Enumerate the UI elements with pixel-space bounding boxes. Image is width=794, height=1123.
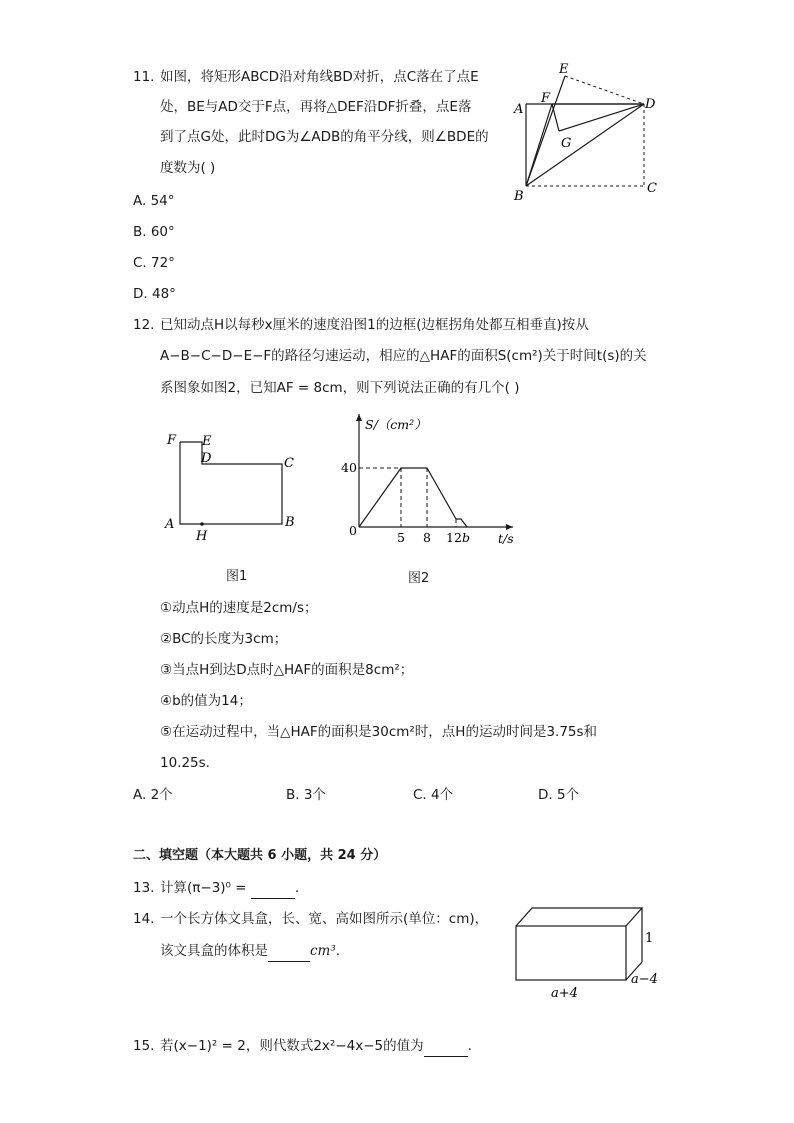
q13-answer-blank[interactable] — [251, 878, 295, 899]
q12-fig1-path-frame — [160, 425, 310, 550]
q15-answer-blank[interactable] — [424, 1036, 468, 1057]
q12-number: 12. — [133, 317, 155, 333]
q13-question — [160, 878, 299, 899]
q12-fig2-x-tick-12: 12 — [446, 530, 462, 545]
q11-label-d: D — [645, 97, 656, 112]
q11-text-line-3: 到了点G处，此时DG为∠ADB的角平分线，则∠BDE的 — [160, 129, 489, 145]
q15-number: 15. — [133, 1038, 155, 1054]
q12-statement-2: ②BC的长度为3cm； — [160, 631, 288, 647]
q12-statement-5: ⑤在运动过程中，当△HAF的面积是30cm²时，点H的运动时间是3.75s和 — [160, 724, 598, 740]
q14-end: . — [335, 943, 341, 959]
q12-fig1-label-e: E — [202, 434, 212, 449]
q11-label-e: E — [559, 62, 569, 77]
q12-statement-3: ③当点H到达D点时△HAF的面积是8cm²； — [160, 662, 414, 678]
q12-option-a[interactable]: A. 2个 — [133, 787, 173, 803]
q14-answer-blank[interactable] — [268, 941, 310, 962]
q14-number: 14. — [133, 911, 155, 927]
q11-text-line-2: 处，BE与AD交于F点，再将△DEF沿DF折叠，点E落 — [160, 99, 472, 115]
q12-statement-4: ④b的值为14； — [160, 693, 252, 709]
q12-statement-5-continued: 10.25s. — [160, 755, 210, 771]
q15-text: 若(x−1)² = 2，则代数式2x²−4x−5的值为 — [160, 1038, 424, 1054]
q13-end: . — [294, 880, 300, 896]
q14-dim-length: a+4 — [551, 986, 578, 1001]
q11-option-d[interactable]: D. 48° — [133, 286, 176, 302]
q14-text-line-1: 一个长方体文具盒，长、宽、高如图所示(单位：cm)， — [160, 911, 489, 927]
q14-text-pre: 该文具盒的体积是 — [160, 943, 268, 959]
q12-fig2-area-time-graph — [335, 408, 525, 553]
q12-statement-1: ①动点H的速度是2cm/s； — [160, 600, 318, 616]
q12-fig2-x-tick-5: 5 — [397, 530, 405, 545]
q14-text-line-2 — [160, 941, 340, 962]
q12-fig2-origin: 0 — [349, 523, 357, 538]
q12-fig2-x-axis-label: t/s — [498, 531, 514, 546]
q15-question — [160, 1036, 472, 1057]
q12-option-c[interactable]: C. 4个 — [413, 787, 454, 803]
q12-fig1-label-f: F — [167, 433, 177, 448]
q12-option-d[interactable]: D. 5个 — [538, 787, 580, 803]
q12-fig1-label-d: D — [201, 451, 212, 466]
q11-option-c[interactable]: C. 72° — [133, 255, 175, 271]
q12-text-line-2: A−B−C−D−E−F的路径匀速运动，相应的△HAF的面积S(cm²)关于时间t(s)的关 — [160, 348, 647, 364]
q12-option-b[interactable]: B. 3个 — [286, 787, 326, 803]
q11-label-a: A — [514, 102, 524, 117]
q11-label-b: B — [514, 189, 524, 204]
section-2-heading: 二、填空题（本大题共 6 小题，共 24 分） — [133, 848, 387, 863]
q12-fig1-label-c: C — [284, 456, 294, 471]
q11-text-line-1: 如图，将矩形ABCD沿对角线BD对折，点C落在了点E — [160, 69, 479, 85]
q14-unit: cm³ — [310, 943, 336, 959]
q14-box-figure — [505, 898, 675, 1002]
q11-option-b[interactable]: B. 60° — [133, 224, 175, 240]
q14-dim-width: a−4 — [631, 972, 658, 987]
q11-option-a[interactable]: A. 54° — [133, 193, 175, 209]
q11-rectangle-fold-figure — [505, 58, 675, 208]
q12-text-line-3: 系图象如图2，已知AF = 8cm，则下列说法正确的有几个( ) — [160, 380, 520, 396]
q14-dim-height: 1 — [645, 931, 654, 946]
q12-fig2-x-tick-8: 8 — [423, 530, 431, 545]
q11-label-g: G — [561, 136, 572, 151]
q11-label-f: F — [541, 91, 551, 106]
q12-fig1-label-a: A — [165, 517, 175, 532]
q13-number: 13. — [133, 880, 155, 896]
q15-end: . — [467, 1038, 472, 1054]
q12-fig2-y-axis-label: S/（cm²） — [365, 417, 427, 432]
q11-number: 11. — [133, 69, 155, 85]
q13-text: 计算(π−3)⁰ = — [160, 880, 251, 896]
q12-fig1-caption: 图1 — [226, 569, 248, 584]
q12-fig1-label-h: H — [196, 529, 208, 544]
q12-fig2-x-tick-b: b — [462, 530, 471, 545]
q11-label-c: C — [647, 181, 657, 196]
q11-text-line-4: 度数为( ) — [160, 160, 216, 176]
q12-fig2-y-tick-40: 40 — [341, 460, 357, 475]
q12-text-line-1: 已知动点H以每秒x厘米的速度沿图1的边框(边框拐角处都互相垂直)按从 — [160, 317, 589, 333]
q12-fig2-caption: 图2 — [408, 571, 430, 586]
q12-fig1-label-b: B — [285, 515, 295, 530]
